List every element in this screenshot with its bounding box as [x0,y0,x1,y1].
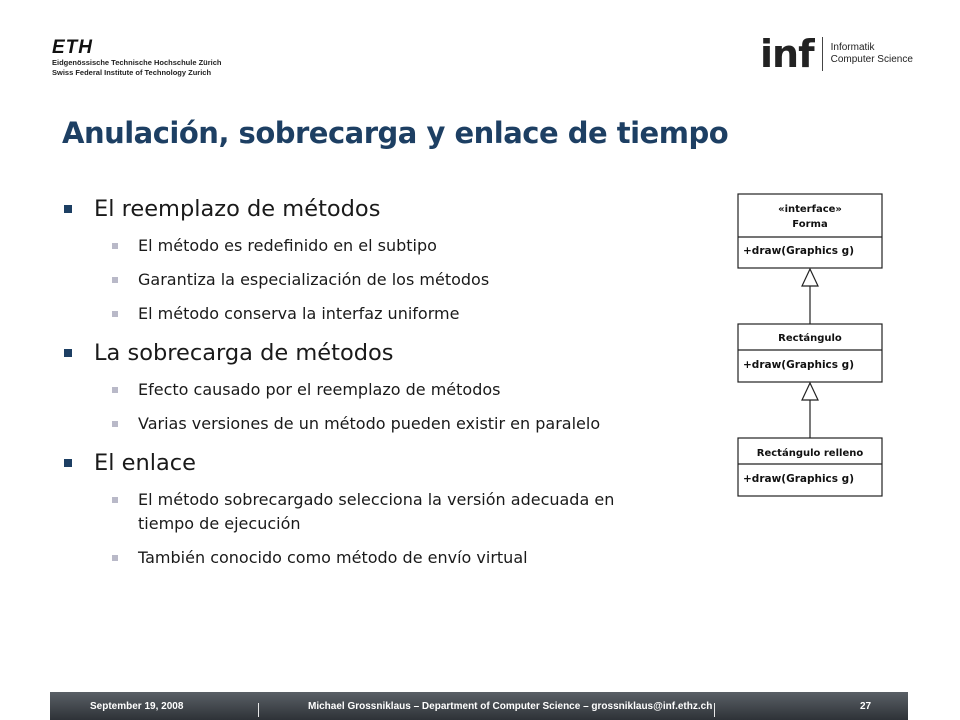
page-number: 27 [860,701,872,712]
bullet-text: El reemplazo de métodos [94,196,381,222]
slide-title: Anulación, sobrecarga y enlace de tiempo [62,116,729,150]
inf-label-en: Computer Science [830,54,913,65]
uml-diagram [736,190,886,502]
bullet-reemplazo [60,194,680,224]
square-bullet-icon [112,555,118,561]
square-bullet-icon [64,459,72,467]
sub-bullet-text: Garantiza la especialización de los métodos [138,270,490,289]
square-bullet-icon [64,349,72,357]
slide-content [60,186,680,570]
uml-class-name: Rectángulo [778,333,842,344]
bullet-sobrecarga [60,338,680,368]
uml-inheritance-arrow [802,269,818,324]
sub-bullet-text: El método conserva la interfaz uniforme [138,304,460,323]
sub-bullet [60,302,680,326]
uml-class-name: Forma [792,219,828,230]
sub-bullet-text: El método es redefinido en el subtipo [138,236,437,255]
sub-bullet [60,488,648,536]
uml-class-rectangulo-relleno [738,438,882,496]
sub-bullet-text: El método sobrecargado selecciona la versión adecuada en tiempo de ejecución [138,490,615,533]
uml-method: +draw(Graphics g) [743,473,854,485]
square-bullet-icon [112,387,118,393]
eth-name-en: Swiss Federal Institute of Technology Zurich [52,68,212,77]
sub-bullet-text: Varias versiones de un método pueden existir en paralelo [138,414,601,433]
sub-bullet [60,546,680,570]
sub-bullet [60,412,648,436]
inf-logo [760,34,913,74]
sub-bullet-text: También conocido como método de envío virtual [138,548,528,567]
uml-method: +draw(Graphics g) [743,245,854,257]
square-bullet-icon [64,205,72,213]
footer-date: September 19, 2008 [90,701,184,712]
eth-wordmark: ETH [52,37,93,58]
square-bullet-icon [112,311,118,317]
uml-class-name: Rectángulo relleno [756,448,864,459]
uml-method: +draw(Graphics g) [743,359,854,371]
square-bullet-icon [112,243,118,249]
footer-divider [714,703,715,717]
footer-author: Michael Grossniklaus – Department of Computer Science – grossniklaus@inf.ethz.ch [308,701,713,712]
eth-logo [52,38,222,78]
square-bullet-icon [112,497,118,503]
footer-bar [50,692,908,720]
square-bullet-icon [112,421,118,427]
sub-bullet [60,268,680,292]
uml-class-rectangulo [738,324,882,382]
sub-bullet [60,378,680,402]
bullet-text: El enlace [94,450,196,476]
logo-divider [822,37,823,71]
square-bullet-icon [112,277,118,283]
uml-class-forma [738,194,882,268]
sub-bullet-text: Efecto causado por el reemplazo de métodos [138,380,501,399]
footer-divider [258,703,259,717]
uml-inheritance-arrow [802,383,818,438]
eth-name-de: Eidgenössische Technische Hochschule Zürich [52,58,222,67]
inf-label-de: Informatik [830,42,875,53]
uml-stereotype: «interface» [778,204,842,215]
sub-bullet [60,234,680,258]
bullet-text: La sobrecarga de métodos [94,340,394,366]
inf-label [831,42,913,66]
bullet-enlace [60,448,680,478]
inf-wordmark: inf [760,32,814,76]
